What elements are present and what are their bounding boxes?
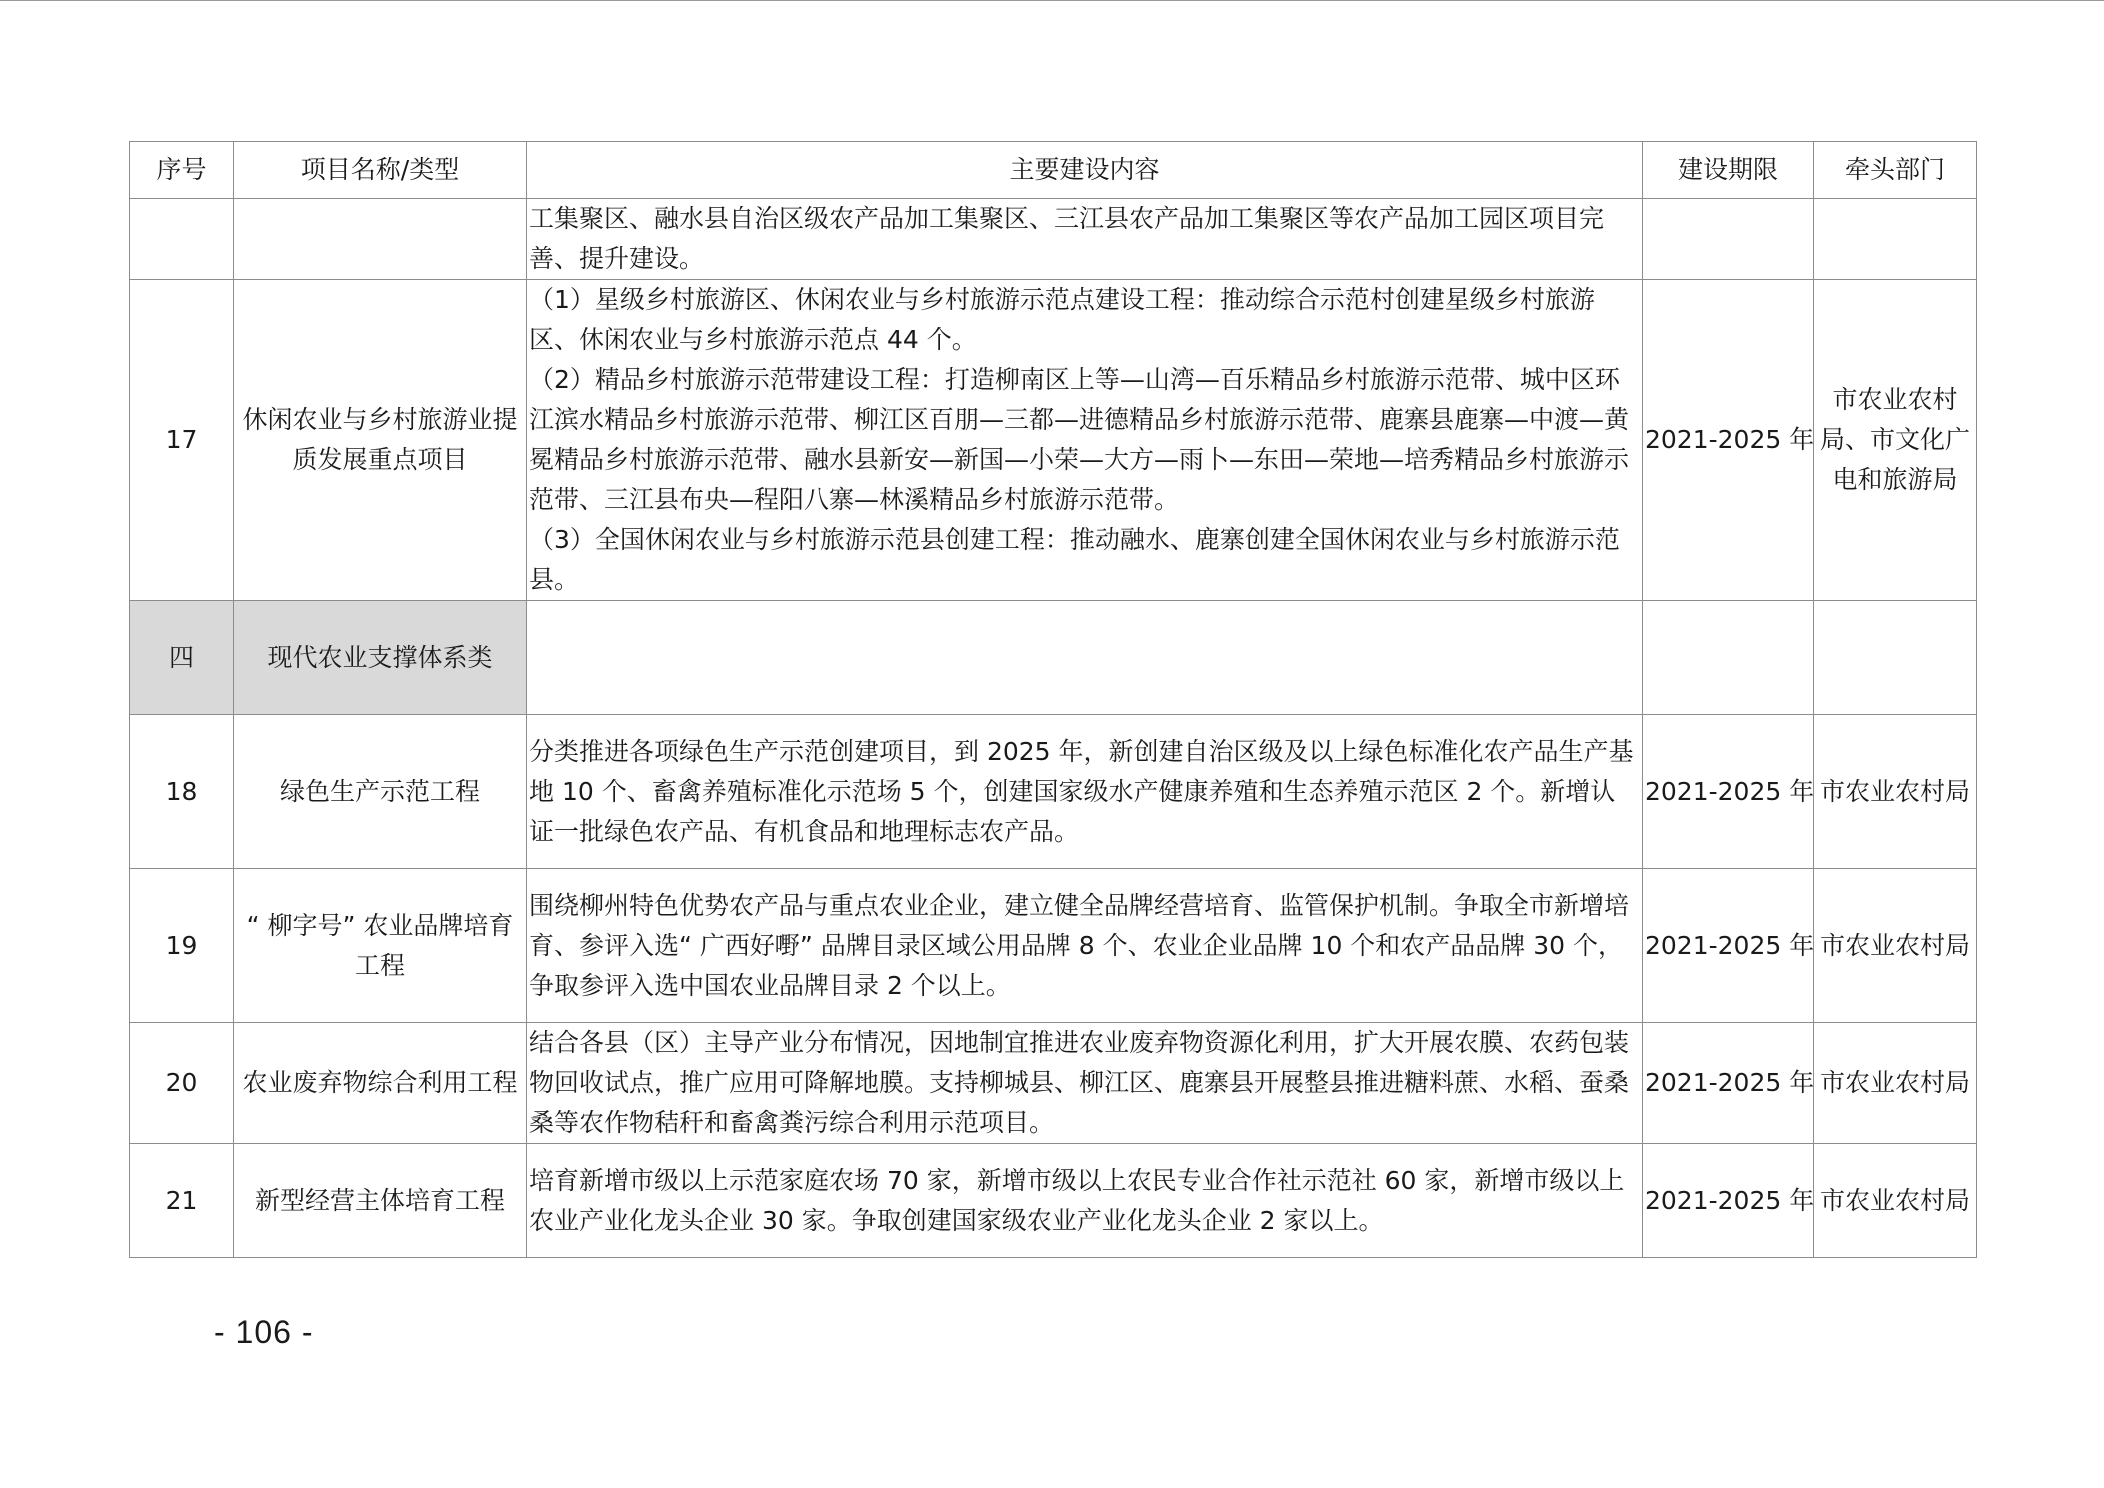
cell-dept: 市农业农村局 <box>1814 869 1977 1023</box>
table-row-section-4 <box>130 601 1977 715</box>
project-table <box>129 141 1977 1258</box>
table-row-17 <box>130 280 1977 601</box>
table-row-18 <box>130 715 1977 869</box>
cell-period: 2021-2025 年 <box>1643 1023 1814 1144</box>
content-item-3: （3）全国休闲农业与乡村旅游示范县创建工程：推动融水、鹿寨创建全国休闲农业与乡村旅游示范县。 <box>529 525 1620 594</box>
cell-period: 2021-2025 年 <box>1643 1144 1814 1258</box>
table-row-continuation <box>130 199 1977 280</box>
cell-dept: 市农业农村局、市文化广电和旅游局 <box>1814 280 1977 601</box>
cell-name: 休闲农业与乡村旅游业提质发展重点项目 <box>234 280 527 601</box>
cell-content: 结合各县（区）主导产业分布情况，因地制宜推进农业废弃物资源化利用，扩大开展农膜、农药包装物回收试点，推广应用可降解地膜。支持柳城县、柳江区、鹿寨县开展整县推进糖料蔗、水稻、蚕桑桑等农作物秸秆和畜禽粪污综合利用示范项目。 <box>527 1023 1643 1144</box>
cell-period <box>1643 199 1814 280</box>
cell-name <box>234 199 527 280</box>
cell-dept <box>1814 601 1977 715</box>
cell-content <box>527 601 1643 715</box>
section-num: 四 <box>130 601 234 715</box>
table-row-19 <box>130 869 1977 1023</box>
content-item-2: （2）精品乡村旅游示范带建设工程：打造柳南区上等—山湾—百乐精品乡村旅游示范带、城中区环江滨水精品乡村旅游示范带、柳江区百朋—三都—进德精品乡村旅游示范带、鹿寨县鹿寨—中渡—黄冕精品乡村旅游示范带、融水县新安—新国—小荣—大方—雨卜—东田—荣地—培秀精品乡村旅游示范带、三江县布央—程阳八寨—林溪精品乡村旅游示范带。 <box>529 365 1630 514</box>
cell-dept: 市农业农村局 <box>1814 1144 1977 1258</box>
cell-content: 分类推进各项绿色生产示范创建项目，到 2025 年，新创建自治区级及以上绿色标准化农产品生产基地 10 个、畜禽养殖标准化示范场 5 个，创建国家级水产健康养殖和生态养殖示范区 2 个。新增认证一批绿色农产品、有机食品和地理标志农产品。 <box>527 715 1643 869</box>
cell-name: 新型经营主体培育工程 <box>234 1144 527 1258</box>
header-content: 主要建设内容 <box>527 142 1643 199</box>
cell-period: 2021-2025 年 <box>1643 869 1814 1023</box>
cell-content: 工集聚区、融水县自治区级农产品加工集聚区、三江县农产品加工集聚区等农产品加工园区项目完善、提升建设。 <box>527 199 1643 280</box>
cell-num: 20 <box>130 1023 234 1144</box>
table-header-row <box>130 142 1977 199</box>
page-number: - 106 - <box>214 1314 314 1350</box>
cell-name: 农业废弃物综合利用工程 <box>234 1023 527 1144</box>
cell-num: 19 <box>130 869 234 1023</box>
section-name: 现代农业支撑体系类 <box>234 601 527 715</box>
cell-name: 绿色生产示范工程 <box>234 715 527 869</box>
cell-num: 18 <box>130 715 234 869</box>
header-dept: 牵头部门 <box>1814 142 1977 199</box>
cell-dept: 市农业农村局 <box>1814 715 1977 869</box>
cell-period: 2021-2025 年 <box>1643 715 1814 869</box>
cell-content: 培育新增市级以上示范家庭农场 70 家，新增市级以上农民专业合作社示范社 60 家，新增市级以上农业产业化龙头企业 30 家。争取创建国家级农业产业化龙头企业 2 家以上。 <box>527 1144 1643 1258</box>
table-row-21 <box>130 1144 1977 1258</box>
cell-period <box>1643 601 1814 715</box>
cell-content: 围绕柳州特色优势农产品与重点农业企业，建立健全品牌经营培育、监管保护机制。争取全市新增培育、参评入选“ 广西好嘢” 品牌目录区域公用品牌 8 个、农业企业品牌 10 个和农产品品牌 30 个，争取参评入选中国农业品牌目录 2 个以上。 <box>527 869 1643 1023</box>
header-period: 建设期限 <box>1643 142 1814 199</box>
cell-content <box>527 280 1643 601</box>
cell-num: 17 <box>130 280 234 601</box>
content-item-1: （1）星级乡村旅游区、休闲农业与乡村旅游示范点建设工程：推动综合示范村创建星级乡村旅游区、休闲农业与乡村旅游示范点 44 个。 <box>529 285 1595 354</box>
cell-name: “ 柳字号” 农业品牌培育工程 <box>234 869 527 1023</box>
cell-num <box>130 199 234 280</box>
cell-period: 2021-2025 年 <box>1643 280 1814 601</box>
header-name: 项目名称/类型 <box>234 142 527 199</box>
header-num: 序号 <box>130 142 234 199</box>
cell-dept: 市农业农村局 <box>1814 1023 1977 1144</box>
table-row-20 <box>130 1023 1977 1144</box>
cell-num: 21 <box>130 1144 234 1258</box>
cell-dept <box>1814 199 1977 280</box>
page-top-rule <box>0 0 2104 1</box>
